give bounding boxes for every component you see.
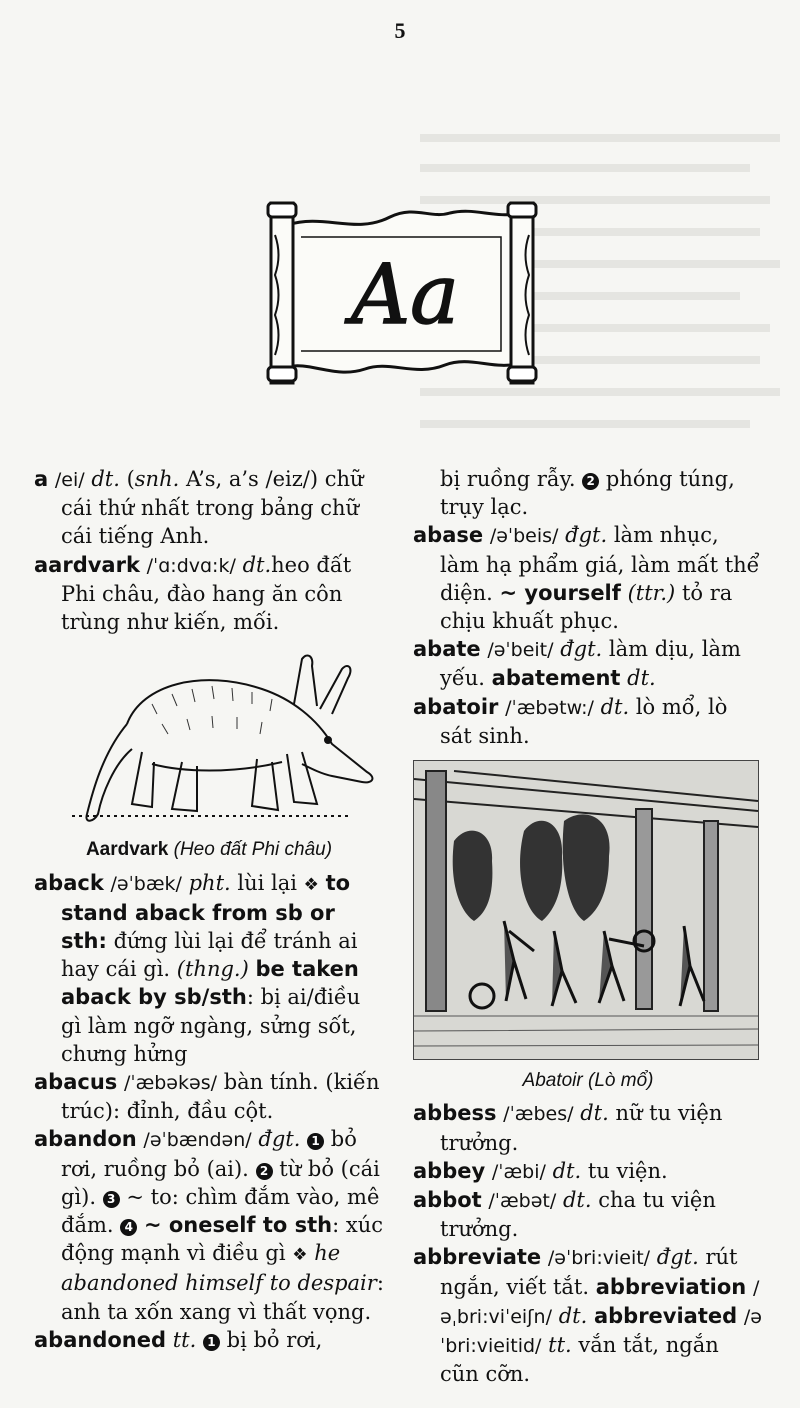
aardvark-figure — [32, 644, 386, 864]
note-rest: A’s, a’s /eiz/) — [185, 467, 319, 491]
entry-abatoir — [413, 693, 763, 750]
headword: aback — [34, 870, 104, 895]
entry-abase — [413, 521, 763, 635]
pronunciation: /ˈɑ:dvɑ:k/ — [146, 554, 236, 577]
entry-abbreviate — [413, 1243, 763, 1388]
pronunciation: /əˈbri:vieit/ — [547, 1247, 651, 1270]
letter-banner — [265, 195, 540, 389]
caption-translation: (Lò mổ) — [588, 1070, 654, 1092]
abatoir-caption — [413, 1067, 763, 1095]
phrase-definition: tỏ ra chịu khuất phục. — [440, 580, 733, 634]
note-abbr: snh. — [134, 467, 180, 491]
scroll-frame-icon — [265, 195, 540, 385]
sense-definition: bị bỏ rơi, — [226, 1327, 323, 1352]
definition: lò mổ, lò sát sinh. — [440, 694, 728, 748]
entry-a — [34, 465, 386, 551]
sense-definition: : xúc động mạnh vì điều gì — [61, 1213, 384, 1266]
sense-definition: ~ to: chìm đắm vào, mê đắm. — [61, 1184, 380, 1238]
sense-number-badge: 3 — [103, 1191, 120, 1208]
idiom: to stand aback from sb or sth: — [61, 870, 351, 954]
sense-number-badge: 2 — [582, 473, 599, 490]
pronunciation: /əˈbændən/ — [143, 1129, 252, 1152]
pronunciation: /əˈbæk/ — [110, 872, 182, 895]
definition: nữ tu viện trưởng. — [440, 1101, 723, 1155]
part-of-speech: đgt. — [560, 637, 603, 662]
headword: aardvark — [34, 552, 140, 577]
entry-continuation — [413, 465, 763, 521]
sense-number-badge: 2 — [256, 1163, 273, 1180]
entry-abandon — [34, 1125, 386, 1325]
part-of-speech: đgt. — [565, 523, 608, 548]
idiom: be taken aback by sb/sth — [61, 957, 359, 1010]
abatoir-figure — [413, 760, 763, 1095]
part-of-speech: pht. — [188, 870, 231, 895]
pronunciation: /ei/ — [54, 469, 85, 491]
caption-translation: (Heo đất Phi châu) — [173, 839, 333, 861]
headword: abbot — [413, 1188, 482, 1213]
sense-number-badge: 4 — [120, 1219, 137, 1236]
sense-number-badge: 1 — [203, 1334, 220, 1351]
left-column — [34, 465, 386, 1354]
definition: heo đất Phi châu, đào hang ăn côn trùng như kiến, mối. — [61, 552, 352, 635]
aardvark-caption — [32, 836, 386, 864]
idiom-definition: đứng lùi lại để tránh ai hay cái gì. — [61, 929, 358, 982]
headword: abacus — [34, 1070, 118, 1095]
derived-headword: abbreviation — [595, 1274, 747, 1299]
continued-definition: bị ruồng rẫy. — [440, 467, 576, 491]
part-of-speech: dt. — [627, 666, 656, 691]
sense-definition: từ bỏ (cái gì). — [61, 1156, 380, 1209]
pronunciation: /ˈæbətw:/ — [505, 696, 594, 719]
entry-aardvark — [34, 551, 386, 637]
pronunciation: /ˈæbət/ — [488, 1190, 557, 1213]
headword: abatoir — [413, 694, 499, 719]
entry-abbey — [413, 1157, 763, 1186]
sense-definition: phóng túng, trụy lạc. — [440, 467, 735, 520]
pronunciation: /ˈæbi/ — [491, 1160, 546, 1183]
pronunciation: /ˈæbes/ — [503, 1103, 574, 1126]
part-of-speech: tt. — [548, 1333, 572, 1358]
caption-term: Abatoir — [522, 1070, 583, 1092]
headword: abate — [413, 637, 481, 662]
entry-abacus — [34, 1068, 386, 1125]
part-of-speech: dt. — [552, 1158, 582, 1183]
definition: làm dịu, làm yếu. — [440, 637, 741, 691]
entry-abbess — [413, 1099, 763, 1156]
abatoir-illustration-icon — [413, 760, 759, 1060]
entry-abbot — [413, 1186, 763, 1243]
banner-letters: Aa — [350, 248, 460, 343]
part-of-speech: dt. — [91, 467, 120, 491]
derived-headword: abatement — [491, 666, 621, 691]
example: he abandoned himself to despair — [61, 1241, 377, 1296]
headword: abandoned — [34, 1327, 167, 1352]
aardvark-illustration-icon — [32, 644, 382, 829]
sense-number-badge: 1 — [307, 1133, 324, 1150]
headword: abbreviate — [413, 1245, 542, 1270]
register-label: (thng.) — [176, 957, 249, 982]
definition: cha tu viện trưởng. — [440, 1188, 716, 1242]
headword: abbess — [413, 1101, 497, 1126]
part-of-speech: đgt. — [656, 1245, 699, 1270]
part-of-speech: đgt. — [258, 1127, 301, 1152]
part-of-speech: tt. — [172, 1327, 197, 1352]
part-of-speech: dt. — [580, 1101, 609, 1126]
definition: lùi lại — [237, 870, 297, 895]
pronunciation: /əˈbeis/ — [489, 525, 559, 548]
derived-headword: abbreviated — [593, 1303, 738, 1328]
phrase: ~ oneself to sth — [143, 1213, 333, 1238]
definition: chữ cái thứ nhất trong bảng chữ cái tiếng Anh. — [61, 467, 364, 549]
headword: abase — [413, 523, 484, 548]
note-open: ( — [126, 467, 135, 491]
headword: abandon — [34, 1127, 137, 1152]
example-translation: : anh ta xốn xang vì thất vọng. — [61, 1271, 384, 1324]
part-of-speech: dt. — [600, 694, 630, 719]
definition: vắn tắt, ngắn cũn cỡn. — [440, 1333, 719, 1387]
definition: rút ngắn, viết tắt. — [440, 1245, 738, 1299]
phrase: ~ yourself — [499, 580, 621, 605]
part-of-speech: dt. — [558, 1303, 588, 1328]
sense-definition: bỏ rơi, ruồng bỏ (ai). — [61, 1127, 357, 1181]
part-of-speech: dt. — [242, 552, 272, 577]
part-of-speech: dt. — [562, 1188, 592, 1213]
pronunciation: /əˌbri:viˈeiʃn/ — [440, 1276, 760, 1328]
definition: làm nhục, làm hạ phẩm giá, làm mất thể diện. — [440, 523, 760, 605]
idiom-marker-icon: ❖ — [303, 874, 319, 895]
entry-abandoned — [34, 1326, 386, 1354]
register-label: (ttr.) — [627, 580, 676, 605]
definition: tu viện. — [587, 1158, 668, 1183]
entry-aback — [34, 869, 386, 1068]
example-marker-icon: ❖ — [292, 1245, 308, 1266]
pronunciation: /əˈbeit/ — [487, 639, 554, 662]
entry-abate — [413, 635, 763, 692]
headword: abbey — [413, 1158, 486, 1183]
idiom-definition: : bị ai/điều gì làm ngỡ ngàng, sửng sốt, chưng hửng — [61, 985, 361, 1066]
right-column — [413, 465, 763, 1388]
definition: bàn tính. (kiến trúc): đỉnh, đầu cột. — [61, 1070, 380, 1124]
headword: a — [34, 467, 49, 491]
pronunciation: /əˈbri:vieitid/ — [440, 1305, 762, 1358]
caption-term: Aardvark — [85, 839, 169, 861]
page-number: 5 — [394, 18, 406, 43]
pronunciation: /ˈæbəkəs/ — [123, 1072, 217, 1095]
